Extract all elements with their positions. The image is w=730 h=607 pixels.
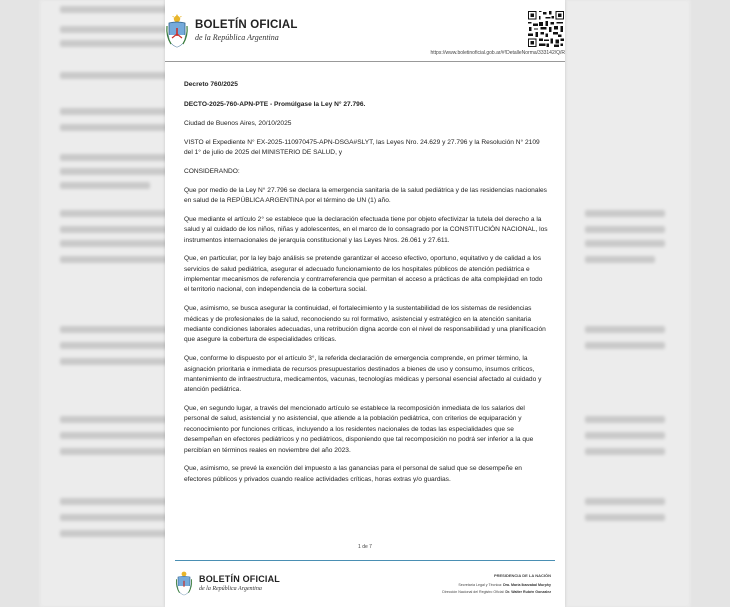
paragraph: Que, conforme lo dispuesto por el artículo 3°, la referida declaración de emergencia comprende, en primer término, la asignación prioritaria e inmediata de recursos presupuestarios destinados a bienes de uso y consumo, insumos críticos, mantenimiento de infraestructura, medicamentos, vacunas, tecnologías médicas y personal esencial afectado al cuidado y atención pediátrica. [184,355,542,394]
document-url[interactable]: https://www.boletinoficial.gob.ar/#!DetalleNorma/333142/Q/R [430,50,565,56]
document-page [165,0,565,607]
paragraph: Que mediante el artículo 2° se establece que la declaración efectuada tiene por objeto efectivizar la tutela del derecho a la salud y al cuidado de los niños, niñas y adolescentes, en el marco de lo consagrado por la CONSTITUCIÓN NACIONAL, los instrumentos internacionales de jerarquía constitucional y las Leyes Nros. 26.061 y 27.611. [184,215,548,244]
footer-logo [175,570,280,596]
footer-brand-title: BOLETÍN OFICIAL [199,573,280,584]
decree-number: Decreto 760/2025 [184,81,238,88]
paragraph: Que, asimismo, se busca asegurar la continuidad, el fortalecimiento y la sustentabilidad de los sistemas de residencias médicas y de profesionales de la salud, reconociendo su rol formativo, asistencial y estratégico en la atención sanitaria mediante condiciones laborales adecuadas, una retribución digna acorde con el nivel de responsabilidad y una planificación que asegure la cobertura de especialidades críticas. [184,305,546,344]
decree-title: DECTO-2025-760-APN-PTE - Promúlgase la Ley N° 27.796. [184,101,366,109]
footer-divider [175,560,555,561]
brand-title: BOLETÍN OFICIAL [195,19,298,32]
paragraph: Que, asimismo, se prevé la exención del impuesto a las ganancias para el personal de salud que se desempeñe en efectores públicos y privados cuando realice actividades críticas, horas extras y/o guardias. [184,465,522,483]
paragraph: Que, en particular, por la ley bajo análisis se pretende garantizar el acceso efectivo, oportuno, equitativo y de calidad a los servicios de salud pediátrica, asegurar el adecuado funcionamiento de los hospitales públicos de atención pediátrica e implementar mecanismos de referencia y contrarreferencia que permitan el acceso a prácticas de alta complejidad en todo el territorio nacional, con independencia de la cobertura social. [184,255,543,294]
boletin-oficial-logo [165,14,298,48]
page-indicator: 1 de 7 [358,544,372,550]
paragraph-considerando: CONSIDERANDO: [184,167,240,175]
paragraph: Que, en segundo lugar, a través del mencionado artículo se establece la recomposición inmediata de los salarios del personal de salud, asistencial y no asistencial, que atiende a la población pediátrica, con criterios de equiparación y reconocimiento por funciones críticas, incluyendo a los residentes nacionales de todas las especialidades que se desempeñan en efectores pediátricos y no pediátricos, disponiendo que tal recomposición no podrá ser inferior a la que percibían en términos reales en noviembre del año 2023. [184,405,534,454]
national-emblem-icon [175,570,193,596]
header-divider [165,61,565,62]
presidency-label: PRESIDENCIA DE LA NACIÓN [493,573,551,578]
footer-credits [442,572,551,597]
paragraph: Que por medio de la Ley N° 27.796 se declara la emergencia sanitaria de la salud pediátrica y de las residencias nacionales en salud de la REPÚBLICA ARGENTINA por el término de UN (1) año. [184,186,547,205]
credit-name: Dr. Walter Rubén Gonzalez [505,590,551,595]
place-date: Ciudad de Buenos Aires, 20/10/2025 [184,120,292,128]
national-emblem-icon [165,14,189,48]
credit-line [442,589,551,597]
credit-label: Dirección Nacional del Registro Oficial: [442,590,505,595]
brand-subtitle: de la República Argentina [195,32,279,42]
qr-code-icon [528,11,564,47]
footer-brand-subtitle: de la República Argentina [199,585,262,592]
document-body [184,80,549,493]
paragraph-visto: VISTO el Expediente N° EX-2025-110970475-APN-DSGA#SLYT, las Leyes Nro. 24.629 y 27.796 y la Resolución N° 2109 del 1° de julio de 2025 del MINISTERIO DE SALUD, y [184,138,540,157]
credit-label: Secretaría Legal y Técnica: [458,582,503,587]
credit-line [442,582,551,590]
credit-name: Dra. María Ibarzabal Murphy [503,582,551,587]
